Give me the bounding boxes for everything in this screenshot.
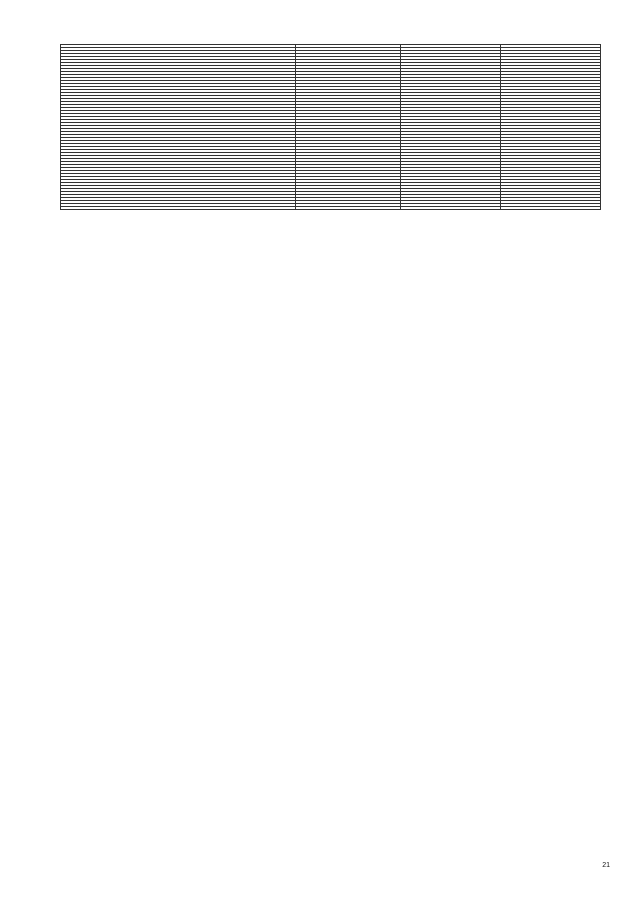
page-number: 21 xyxy=(602,862,610,869)
document-page xyxy=(60,44,580,210)
row-name xyxy=(61,207,296,210)
budget-table-body xyxy=(61,45,601,210)
row-value-2 xyxy=(501,207,601,210)
row-code xyxy=(296,207,401,210)
row-value-1 xyxy=(401,207,501,210)
table-row xyxy=(61,207,601,210)
budget-table xyxy=(60,44,601,210)
